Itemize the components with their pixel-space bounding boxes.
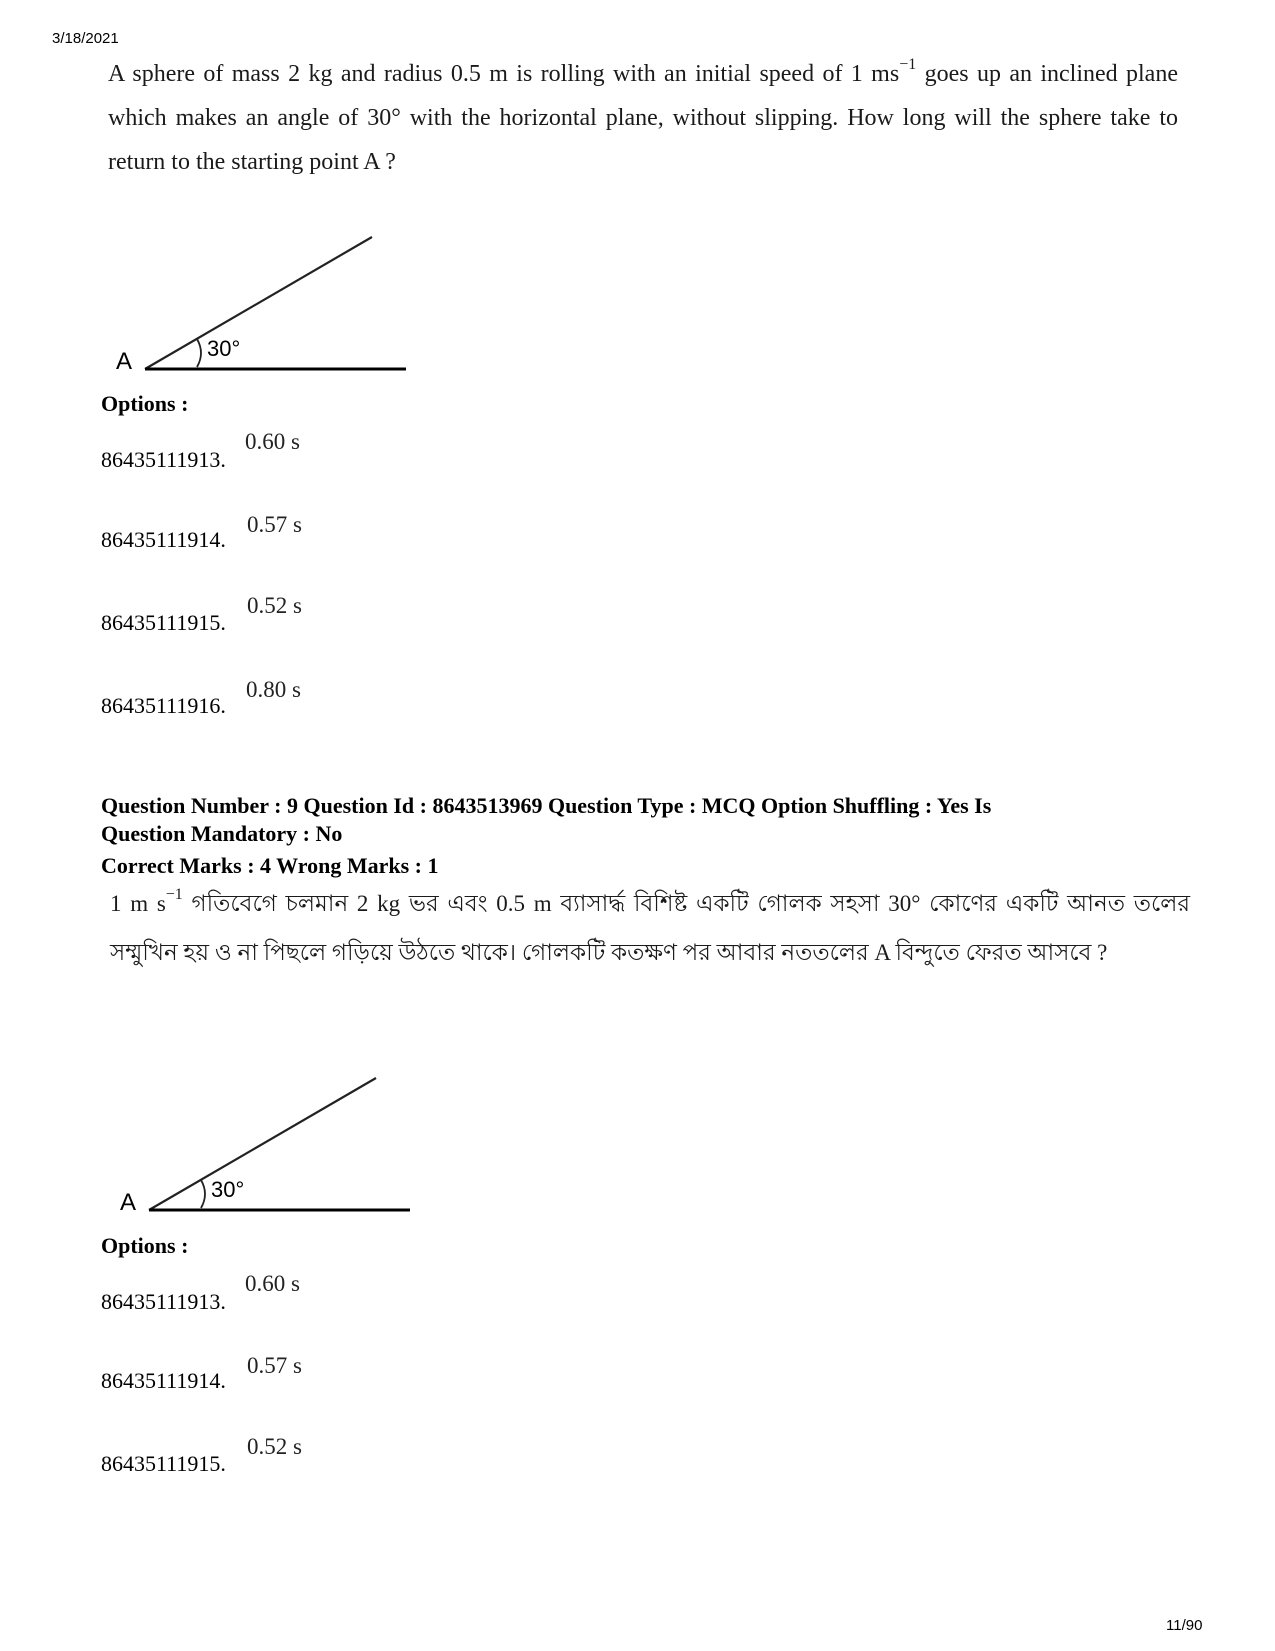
question-9-options-label: Options : (101, 1233, 189, 1258)
question-8-option-2-value[interactable]: 0.57 s (247, 512, 302, 537)
question-9-meta-line-1: Question Number : 9 Question Id : 8643513969 Question Type : MCQ Option Shuffling : Yes Is (101, 793, 992, 818)
question-8-option-4-id: 86435111916. (101, 693, 226, 718)
page-number: 11/90 (1166, 1617, 1203, 1634)
question-9-meta-line-2: Question Mandatory : No (101, 821, 343, 846)
question-8-option-3-id: 86435111915. (101, 610, 226, 635)
question-9-incline-figure (104, 1066, 424, 1226)
question-9-stem-text: 1 m s (110, 891, 166, 916)
question-9-option-2-value[interactable]: 0.57 s (247, 1353, 302, 1378)
question-8-option-4-value[interactable]: 0.80 s (246, 677, 301, 702)
question-8-stem (108, 52, 1178, 184)
question-9-stem (110, 879, 1190, 977)
question-9-option-1-id: 86435111913. (101, 1289, 226, 1314)
page-date: 3/18/2021 (52, 30, 119, 47)
question-8-stem-text: A sphere of mass 2 kg and radius 0.5 m is rolling with an initial speed of 1 ms (108, 61, 900, 87)
question-8-option-1-value[interactable]: 0.60 s (245, 429, 300, 454)
question-9-option-3-value[interactable]: 0.52 s (247, 1434, 302, 1459)
angle-arc (201, 1180, 205, 1208)
question-8-option-3-value[interactable]: 0.52 s (247, 593, 302, 618)
question-9-marks: Correct Marks : 4 Wrong Marks : 1 (101, 853, 439, 878)
question-8-stem-superscript: −1 (899, 56, 917, 73)
question-9-stem-text-continued: গতিবেগে চলমান 2 kg ভর এবং 0.5 m ব্যাসার্দ্ধ বিশিষ্ট একটি গোলক সহসা 30° কোণের একটি আনত তলের সম্মুখিন হয় ও না পিছলে গড়িয়ে উঠতে থাকে। গোলকটি কতক্ষণ পর আবার নততলের A বিন্দুতে ফেরত আসবে ? (110, 891, 1190, 965)
angle-arc (197, 339, 201, 367)
question-8-option-1-id: 86435111913. (101, 447, 226, 472)
question-8-incline-figure (100, 225, 420, 385)
question-9-stem-superscript: −1 (165, 886, 183, 903)
question-9-option-2-id: 86435111914. (101, 1368, 226, 1393)
angle-label: 30° (207, 336, 241, 361)
question-9-option-3-id: 86435111915. (101, 1451, 226, 1476)
incline-line (145, 237, 372, 369)
incline-line (149, 1078, 376, 1210)
point-a-label: A (116, 348, 133, 375)
question-8-stem-text-continued: goes up an inclined plane which makes an angle of 30° with the horizontal plane, without slipping. How long will the sphere take to return to the starting point A ? (108, 61, 1178, 175)
question-9-meta (101, 792, 1201, 880)
question-8-option-2-id: 86435111914. (101, 527, 226, 552)
point-a-label: A (120, 1189, 137, 1216)
question-9-option-1-value[interactable]: 0.60 s (245, 1271, 300, 1296)
angle-label: 30° (211, 1177, 245, 1202)
question-8-options-label: Options : (101, 391, 189, 416)
